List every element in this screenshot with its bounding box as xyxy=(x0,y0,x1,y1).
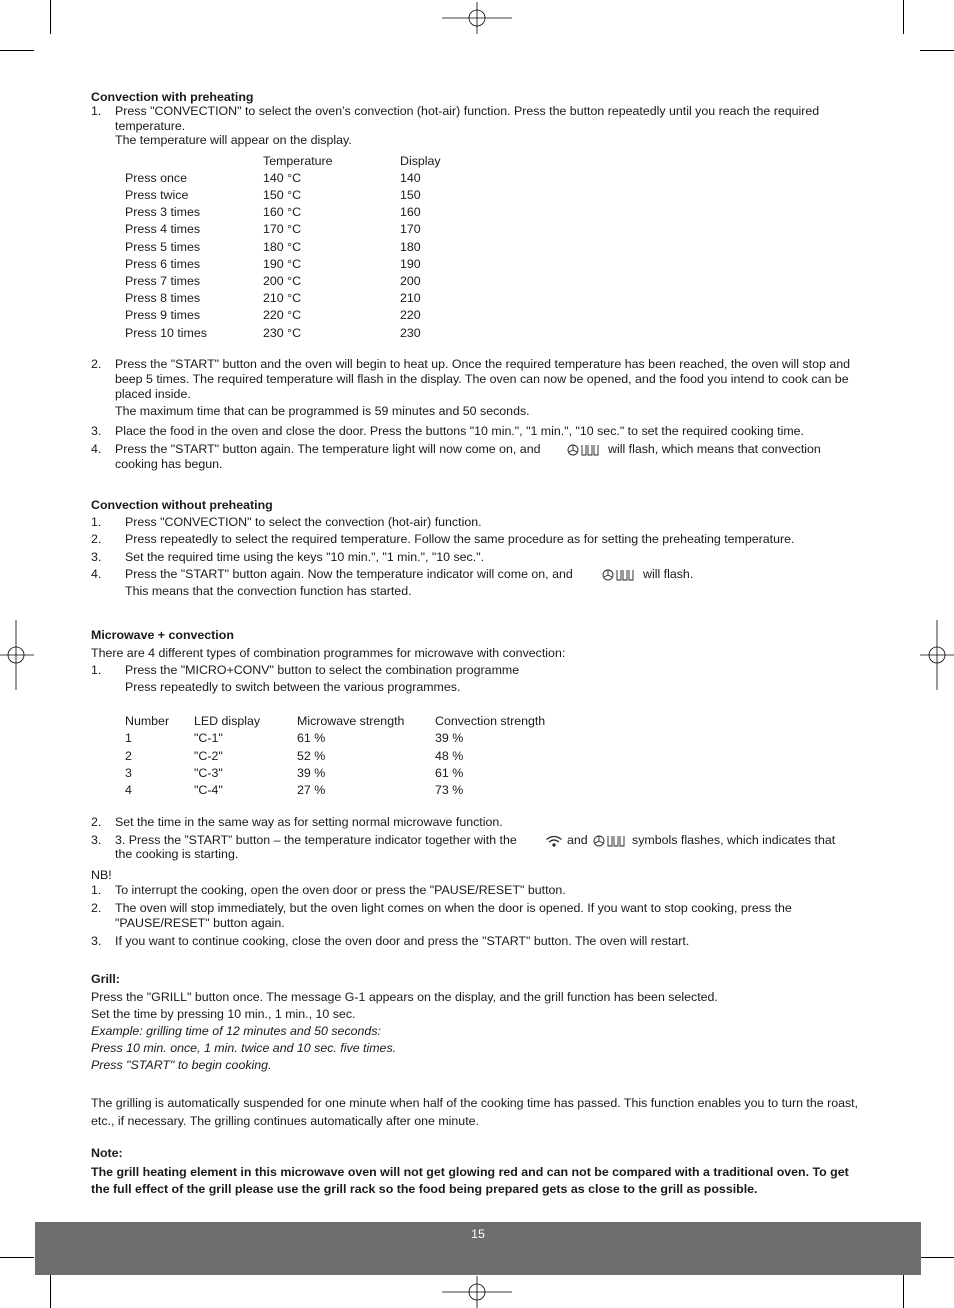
table-cell: 160 °C xyxy=(263,205,302,219)
page-footer xyxy=(35,1222,921,1275)
table-cell: 160 xyxy=(400,205,421,219)
step-subtext: Press repeatedly to switch between the various programmes. xyxy=(125,680,461,694)
grill-line: Set the time by pressing 10 min., 1 min., 10 sec. xyxy=(91,1007,356,1021)
step-subtext: The temperature will appear on the display. xyxy=(115,133,352,147)
crop-mark xyxy=(0,1257,34,1258)
table-cell: 3 xyxy=(125,766,132,780)
table-cell: 48 % xyxy=(435,749,464,763)
step-text: Press the "START" button again. Now the temperature indicator will come on, and xyxy=(125,567,573,581)
step-text: The oven will stop immediately, but the oven light comes on when the door is opened. If you want to stop cooking, press the "PAUSE/RESET" button again. xyxy=(115,901,792,930)
step-text: Press repeatedly to select the required temperature. Follow the same procedure as for setting the preheating temperature. xyxy=(125,532,795,546)
table-cell: Press 6 times xyxy=(125,257,201,271)
fan-heat-icon xyxy=(602,568,636,582)
grill-line: Press the "GRILL" button once. The message G-1 appears on the display, and the grill function has been selected. xyxy=(91,990,718,1004)
table-cell: 200 °C xyxy=(263,274,302,288)
table-cell: 73 % xyxy=(435,783,464,797)
step-subtext: This means that the convection function has started. xyxy=(125,584,412,598)
step-text: Set the time in the same way as for setting normal microwave function. xyxy=(115,815,503,829)
table-cell: 210 °C xyxy=(263,291,302,305)
registration-mark-icon xyxy=(442,2,512,34)
step-text: cooking has begun. xyxy=(115,457,223,471)
registration-mark-icon xyxy=(0,620,34,690)
table-cell: 230 xyxy=(400,326,421,340)
table-cell: Press 7 times xyxy=(125,274,201,288)
section-heading-nopreheat: Convection without preheating xyxy=(91,498,273,512)
crop-mark xyxy=(903,1274,904,1308)
step-number: 2. xyxy=(91,815,102,829)
table-cell: "C-2" xyxy=(194,749,223,763)
section-heading-nb: NB! xyxy=(91,868,112,882)
grill-example: Press 10 min. once, 1 min. twice and 10 sec. five times. xyxy=(91,1041,397,1055)
table-cell: Press 8 times xyxy=(125,291,201,305)
table-cell: 39 % xyxy=(297,766,326,780)
table-cell: Press 5 times xyxy=(125,240,201,254)
table-header: Convection strength xyxy=(435,714,546,728)
page-number: 15 xyxy=(471,1227,485,1241)
step-number: 3. xyxy=(91,833,102,847)
table-cell: 140 xyxy=(400,171,421,185)
step-text: will flash, which means that convection xyxy=(608,442,821,456)
step-text: symbols flashes, which indicates that xyxy=(632,833,836,847)
step-number: 1. xyxy=(91,883,102,897)
table-cell: Press once xyxy=(125,171,187,185)
table-cell: 2 xyxy=(125,749,132,763)
table-cell: "C-4" xyxy=(194,783,223,797)
table-cell: "C-3" xyxy=(194,766,223,780)
table-cell: Press twice xyxy=(125,188,189,202)
table-cell: Press 10 times xyxy=(125,326,207,340)
step-number: 2. xyxy=(91,532,102,546)
step-text: and xyxy=(567,833,588,847)
microwave-wave-icon xyxy=(545,834,563,848)
step-number: 1. xyxy=(91,104,102,118)
section-heading-combo: Microwave + convection xyxy=(91,628,234,642)
grill-example: Example: grilling time of 12 minutes and 50 seconds: xyxy=(91,1024,381,1038)
step-number: 2. xyxy=(91,901,102,915)
table-cell: 27 % xyxy=(297,783,326,797)
step-number: 4. xyxy=(91,442,102,456)
table-cell: "C-1" xyxy=(194,731,223,745)
step-subtext: The maximum time that can be programmed is 59 minutes and 50 seconds. xyxy=(115,404,530,418)
table-cell: 180 °C xyxy=(263,240,302,254)
section-heading-preheat: Convection with preheating xyxy=(91,90,254,104)
table-cell: Press 3 times xyxy=(125,205,201,219)
registration-mark-icon xyxy=(920,620,954,690)
table-cell: 180 xyxy=(400,240,421,254)
step-text: the cooking is starting. xyxy=(115,847,239,861)
table-cell: 4 xyxy=(125,783,132,797)
step-text: To interrupt the cooking, open the oven door or press the "PAUSE/RESET" button. xyxy=(115,883,566,897)
table-cell: 220 °C xyxy=(263,308,302,322)
registration-mark-icon xyxy=(442,1276,512,1308)
table-header: Number xyxy=(125,714,170,728)
grill-paragraph: The grilling is automatically suspended for one minute when half of the cooking time has passed. This function enables you to turn the roast, etc., if necessary. The grilling continues automatically after one minute. xyxy=(91,1096,859,1128)
crop-mark xyxy=(903,0,904,34)
crop-mark xyxy=(50,0,51,34)
table-cell: 230 °C xyxy=(263,326,302,340)
table-cell: 190 °C xyxy=(263,257,302,271)
grill-example: Press "START" to begin cooking. xyxy=(91,1058,272,1072)
fan-heat-icon xyxy=(567,443,601,457)
step-number: 1. xyxy=(91,515,102,529)
table-header: LED display xyxy=(194,714,261,728)
table-cell: 170 xyxy=(400,222,421,236)
step-number: 3. xyxy=(91,934,102,948)
table-cell: 150 °C xyxy=(263,188,302,202)
step-text: 3. Press the ”START” button – the temperature indicator together with the xyxy=(115,833,517,847)
section-heading-grill: Grill: xyxy=(91,972,120,986)
table-cell: Press 4 times xyxy=(125,222,201,236)
step-number: 1. xyxy=(91,663,102,677)
table-header: Microwave strength xyxy=(297,714,405,728)
table-cell: 52 % xyxy=(297,749,326,763)
step-text: Press the "START" button and the oven will begin to heat up. Once the required temperature has been reached, the oven will stop and beep 5 times. The required temperature will flash in the display. The oven can now be opened, and the food you intend to cook can be placed inside. xyxy=(115,357,851,401)
table-cell: 150 xyxy=(400,188,421,202)
section-intro: There are 4 different types of combination programmes for microwave with convection: xyxy=(91,646,566,660)
step-number: 4. xyxy=(91,567,102,581)
table-cell: Press 9 times xyxy=(125,308,201,322)
step-text: Press the "MICRO+CONV" button to select the combination programme xyxy=(125,663,520,677)
table-header: Display xyxy=(400,154,441,168)
table-cell: 140 °C xyxy=(263,171,302,185)
step-text: Press "CONVECTION" to select the convection (hot-air) function. xyxy=(125,515,482,529)
step-text: Press the "START" button again. The temperature light will now come on, and xyxy=(115,442,541,456)
table-cell: 200 xyxy=(400,274,421,288)
table-cell: 1 xyxy=(125,731,132,745)
step-text: Place the food in the oven and close the door. Press the buttons "10 min.", "1 min.", "10 sec." to set the required cooking time. xyxy=(115,424,804,438)
table-cell: 39 % xyxy=(435,731,464,745)
step-text: If you want to continue cooking, close the oven door and press the "START" button. The oven will restart. xyxy=(115,934,690,948)
table-cell: 220 xyxy=(400,308,421,322)
crop-mark xyxy=(920,50,954,51)
step-number: 3. xyxy=(91,550,102,564)
crop-mark xyxy=(0,50,34,51)
table-cell: 190 xyxy=(400,257,421,271)
crop-mark xyxy=(50,1274,51,1308)
crop-mark xyxy=(920,1257,954,1258)
table-cell: 61 % xyxy=(435,766,464,780)
step-text: Set the required time using the keys "10 min.", "1 min.", "10 sec.". xyxy=(125,550,485,564)
note-text: The grill heating element in this microwave oven will not get glowing red and can not be compared with a traditional oven. To get the full effect of the grill please use the grill rack so the food being prepared gets as close to the grill as possible. xyxy=(91,1165,849,1196)
table-cell: 210 xyxy=(400,291,421,305)
table-header: Temperature xyxy=(263,154,333,168)
section-heading-note: Note: xyxy=(91,1146,123,1160)
step-number: 2. xyxy=(91,357,102,371)
table-cell: 61 % xyxy=(297,731,326,745)
fan-heat-icon xyxy=(593,834,627,848)
step-number: 3. xyxy=(91,424,102,438)
step-text: Press "CONVECTION" to select the oven’s convection (hot-air) function. Press the button repeatedly until you reach the required temperature. xyxy=(115,104,820,133)
table-cell: 170 °C xyxy=(263,222,302,236)
step-text: will flash. xyxy=(643,567,694,581)
